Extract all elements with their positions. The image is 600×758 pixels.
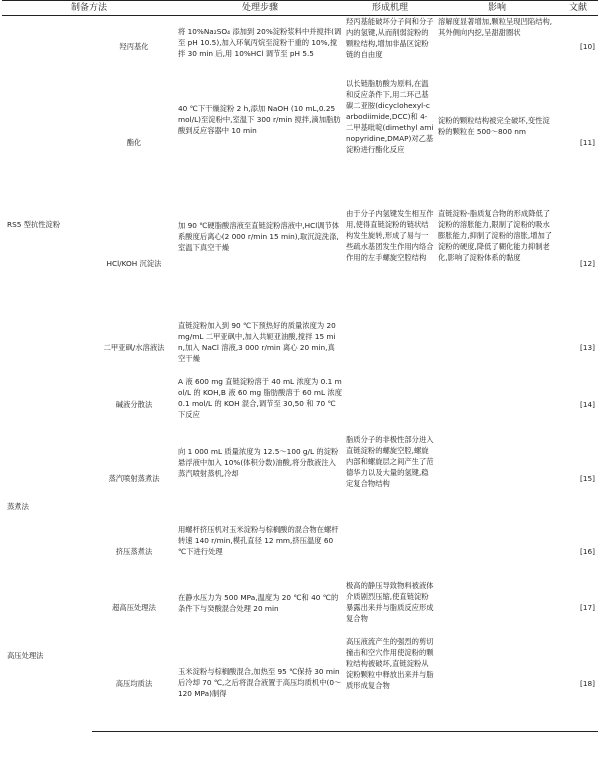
- effect-cell: [436, 580, 558, 636]
- mechanism-cell: 由于分子内氢键发生相互作用,使得直链淀粉的链状结构发生旋转,形成了易与一些疏水基团发生作用内络合作用的左手螺旋空腔结构: [346, 208, 434, 262]
- method-cell: 酯化: [126, 138, 142, 147]
- table-row: [2, 524, 598, 580]
- steps-cell: 将 10%Na₂SO₄ 添加到 20%淀粉浆料中并搅拌(调至 pH 10.5),加入环氧丙烷至淀粉干重的 10%,搅拌 30 min 后,用 10%HCl 调节至 pH 5.5: [178, 27, 342, 58]
- mechanism-cell: [344, 320, 436, 376]
- table-row: [2, 434, 598, 524]
- mechanism-cell: 极高的静压导致物料被液体介质剧烈压缩,使直链淀粉暴露出来并与脂质反应形成复合物: [346, 580, 434, 623]
- header-mechanism: 形成机理: [344, 1, 436, 16]
- group-label-rs5: RS5 型抗性淀粉: [7, 220, 61, 230]
- header-reference: 文献: [558, 1, 598, 16]
- reference-cell: [17]: [580, 603, 596, 612]
- starch-preparation-table: [2, 0, 598, 732]
- table-row: [2, 320, 598, 376]
- mechanism-cell: 脂质分子的非极性部分进入直链淀粉的螺旋空腔,螺旋内部和螺旋层之间产生了范德华力以及大量的氢键,稳定复合物结构: [346, 434, 434, 488]
- mechanism-cell: 羟丙基能破坏分子间和分子内的氢键,从而削弱淀粉的颗粒结构,增加非晶区淀粉链的自由度: [346, 17, 434, 59]
- table-row: [2, 16, 598, 78]
- header-steps: 处理步骤: [176, 1, 344, 16]
- table-row: [2, 636, 598, 732]
- table-row: [2, 78, 598, 208]
- reference-cell: [10]: [580, 42, 596, 52]
- category-cell: 高压处理法: [7, 651, 44, 660]
- header-method: 制备方法: [2, 1, 176, 16]
- effect-cell: 直链淀粉-脂质复合物的形成降低了淀粉的溶胀能力,限制了淀粉的吸水膨胀能力,抑制了淀粉的溶胀,增加了淀粉的硬度,降低了糊化能力抑制老化,影响了淀粉体系的黏度: [438, 208, 553, 262]
- steps-cell: 40 ℃下干燥淀粉 2 h,添加 NaOH (10 mL,0.25 mol/L)至淀粉中,室温下 300 r/min 搅拌,滴加脂肪酸到反应容器中 10 min: [178, 103, 341, 135]
- reference-cell: [15]: [580, 474, 596, 483]
- reference-cell: [16]: [580, 547, 596, 556]
- table-header-row: [2, 1, 598, 16]
- reference-cell: [14]: [580, 400, 596, 409]
- steps-cell: 直链淀粉加入到 90 ℃下预热好的质量浓度为 20 mg/mL 二甲亚砜中,加入共轭亚油酸,搅拌 15 min,加入 NaCl 溶液,3 000 r/min 离心 20 min,真空干燥: [178, 320, 336, 363]
- mechanism-cell: [344, 524, 436, 580]
- category-cell: 蒸煮法: [7, 502, 29, 511]
- effect-cell: 淀粉的颗粒结构被完全破坏,变性淀粉的颗粒在 500～800 nm: [438, 115, 550, 136]
- effect-cell: 溶解度显著增加,颗粒呈现凹陷结构,其外侧向内挖,呈甜甜圈状: [438, 17, 553, 37]
- steps-cell: 玉米淀粉与棕榈酸混合,加热至 95 ℃保持 30 min 后冷却 70 ℃,之后将混合液置于高压均质机中(0～120 MPa)制得: [176, 636, 344, 732]
- table-row: [2, 580, 598, 636]
- method-cell: 挤压蒸煮法: [115, 547, 153, 556]
- steps-cell: 加 90 ℃硬脂酸溶液至直链淀粉溶液中,HCl调节体系酸度后离心(2 000 r/min 15 min),取沉淀洗涤,室温下真空干燥: [178, 220, 340, 252]
- table-row: [2, 376, 598, 434]
- reference-cell: [12]: [580, 259, 596, 268]
- effect-cell: [436, 320, 558, 376]
- method-cell: 蒸汽喷射蒸煮法: [108, 474, 160, 483]
- steps-cell: 在静水压力为 500 MPa,温度为 20 ℃和 40 ℃的条件下与癸酸混合处理 20 min: [178, 592, 339, 613]
- method-cell: 碱液分散法: [115, 400, 153, 409]
- method-cell: 二甲亚砜/水溶液法: [103, 343, 165, 352]
- method-cell: 羟丙基化: [119, 42, 149, 52]
- header-effect: 影响: [436, 1, 558, 16]
- effect-cell: [436, 434, 558, 524]
- method-cell: 超高压处理法: [112, 603, 156, 612]
- effect-cell: [436, 376, 558, 434]
- method-cell: 高压均质法: [92, 636, 176, 732]
- steps-cell: A 液 600 mg 直链淀粉溶于 40 mL 浓度为 0.1 mol/L 的 KOH,B 液 60 mg 脂肪酸溶于 60 mL 浓度 0.1 mol/L 的 KOH 混合,调节至 30,50 和 70 ℃下反应: [178, 376, 343, 419]
- effect-cell: [436, 524, 558, 580]
- mechanism-cell: [344, 376, 436, 434]
- effect-cell: [436, 636, 558, 732]
- steps-cell: 用螺杆挤压机对玉米淀粉与棕榈酸的混合物在螺杆转速 140 r/min,模孔直径 12 mm,挤压温度 60 ℃下进行处理: [178, 524, 339, 556]
- mechanism-cell: 以长链脂肪酸为原料,在温和反应条件下,用二环己基碳二亚胺(dicyclohexyl-carbodiimide,DCC)和 4-二甲基吡啶(dimethyl aminopyridine,DMAP)对乙基淀粉进行酯化反应: [346, 78, 434, 154]
- method-cell: HCl/KOH 沉淀法: [106, 259, 162, 268]
- table-row: [2, 208, 598, 320]
- steps-cell: 向 1 000 mL 质量浓度为 12.5～100 g/L 的淀粉悬浮液中加入 10%(体积分数)油酸,将分散液注入蒸汽喷射蒸机,冷却: [178, 446, 339, 478]
- reference-cell: [13]: [580, 343, 596, 352]
- mechanism-cell: 高压液流产生的强烈的剪切撞击和空穴作用使淀粉的颗粒结构被破坏,直链淀粉从淀粉颗粒中释放出来并与脂质形成复合物: [344, 636, 436, 732]
- reference-cell: [11]: [580, 138, 596, 147]
- reference-cell: [18]: [558, 636, 598, 732]
